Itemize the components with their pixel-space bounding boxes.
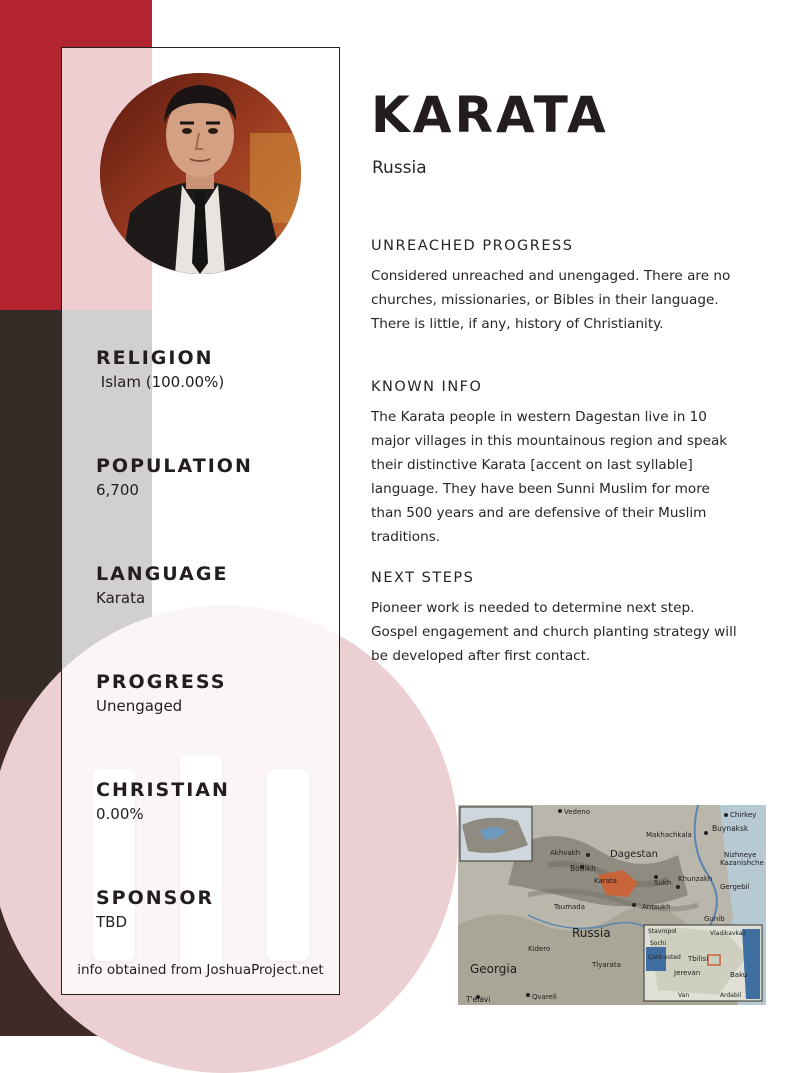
map-label-dagestan: Dagestan — [610, 849, 658, 860]
section-body: The Karata people in western Dagestan live in 10 major villages in this mountainous region and speak their distinctive Karata [accent on last syllable] language. They have been Sunni Muslim for more than 500 years and are defensive of their Muslim traditions. — [371, 409, 728, 545]
stat-value: Islam (100.00%) — [96, 373, 225, 391]
map-label-telavi: T'elavi — [466, 995, 491, 1004]
map-label-van: Van — [678, 992, 690, 999]
map-label-chirkey: Chirkey — [730, 811, 757, 819]
section-heading: KNOWN INFO — [371, 379, 483, 395]
stat-language — [96, 563, 228, 607]
map-label-contested: Cont-ested — [648, 954, 681, 961]
stat-value: 6,700 — [96, 481, 139, 499]
stat-population — [96, 455, 253, 499]
decorative-bar-right — [267, 769, 309, 961]
stat-label: PROGRESS — [96, 671, 227, 693]
stat-label: SPONSOR — [96, 887, 215, 909]
map-label-nizhneye: Nizhneye — [724, 851, 757, 859]
map-label-vedeno: Vedeno — [564, 808, 591, 816]
stat-label: RELIGION — [96, 347, 214, 369]
map-label-kidero: Kidero — [528, 945, 551, 953]
map-label-kazanishche: Kazanishche — [720, 859, 764, 867]
map-label-russia: Russia — [572, 926, 611, 940]
stat-label: LANGUAGE — [96, 563, 229, 585]
section-known-info — [371, 379, 771, 549]
section-body: Considered unreached and unengaged. There are no churches, missionaries, or Bibles in their language. There is little, if any, history of Christianity. — [371, 268, 731, 332]
source-note: info obtained from JoshuaProject.net — [77, 962, 324, 978]
section-heading: UNREACHED PROGRESS — [371, 238, 574, 254]
map-label-tbilisi: Tbilisi — [688, 955, 709, 963]
stat-progress — [96, 671, 226, 715]
section-heading: NEXT STEPS — [371, 570, 475, 586]
map-label-makhachkala: Makhachkala — [646, 831, 692, 839]
stat-label: POPULATION — [96, 455, 253, 477]
country-subtitle: Russia — [372, 158, 427, 178]
stat-value: TBD — [96, 913, 128, 931]
map-label-botlikh: Botlikh — [570, 864, 596, 873]
stat-religion — [96, 347, 224, 391]
map-label-gunib: Gunib — [704, 915, 725, 923]
region-map — [458, 805, 766, 1005]
section-body: Pioneer work is needed to determine next step. Gospel engagement and church planting strategy will be developed after first contact. — [371, 600, 737, 664]
map-label-tsumada: Tsumada — [554, 903, 586, 911]
map-label-jerevan: Jerevan — [674, 969, 701, 977]
stat-value: Karata — [96, 589, 146, 607]
stat-value: Unengaged — [96, 697, 183, 715]
stat-sponsor — [96, 887, 214, 931]
map-label-khunzakh: Khunzakh — [678, 875, 713, 883]
map-label-buynaksk: Buynaksk — [712, 824, 749, 833]
section-next-steps — [371, 570, 771, 668]
map-label-vladikavkaz: Vladikavkaz — [710, 930, 746, 937]
map-label-gergebil: Gergebil — [720, 883, 750, 891]
map-label-sochi: Sochi — [650, 940, 667, 947]
map-label-stavropol: Stavropol — [648, 928, 677, 935]
stat-christian — [96, 779, 230, 823]
section-unreached-progress — [371, 238, 771, 336]
page-title: KARATA — [371, 86, 609, 144]
map-label-tlyarata: Tlyarata — [592, 961, 621, 969]
map-label-georgia: Georgia — [470, 962, 518, 976]
map-label-ardabil: Ardabil — [720, 992, 742, 999]
portrait-photo — [100, 73, 301, 274]
map-label-baku: Baku — [730, 971, 748, 979]
stat-value: 0.00% — [96, 805, 144, 823]
map-label-antsukh: Antsukh — [642, 903, 671, 911]
map-label-karata: Karata — [594, 877, 617, 885]
map-label-sukh: Sukh — [654, 879, 672, 887]
stat-label: CHRISTIAN — [96, 779, 230, 801]
map-label-akhvakh: Akhvakh — [550, 849, 581, 857]
map-label-qvareli: Qvareli — [532, 993, 557, 1001]
